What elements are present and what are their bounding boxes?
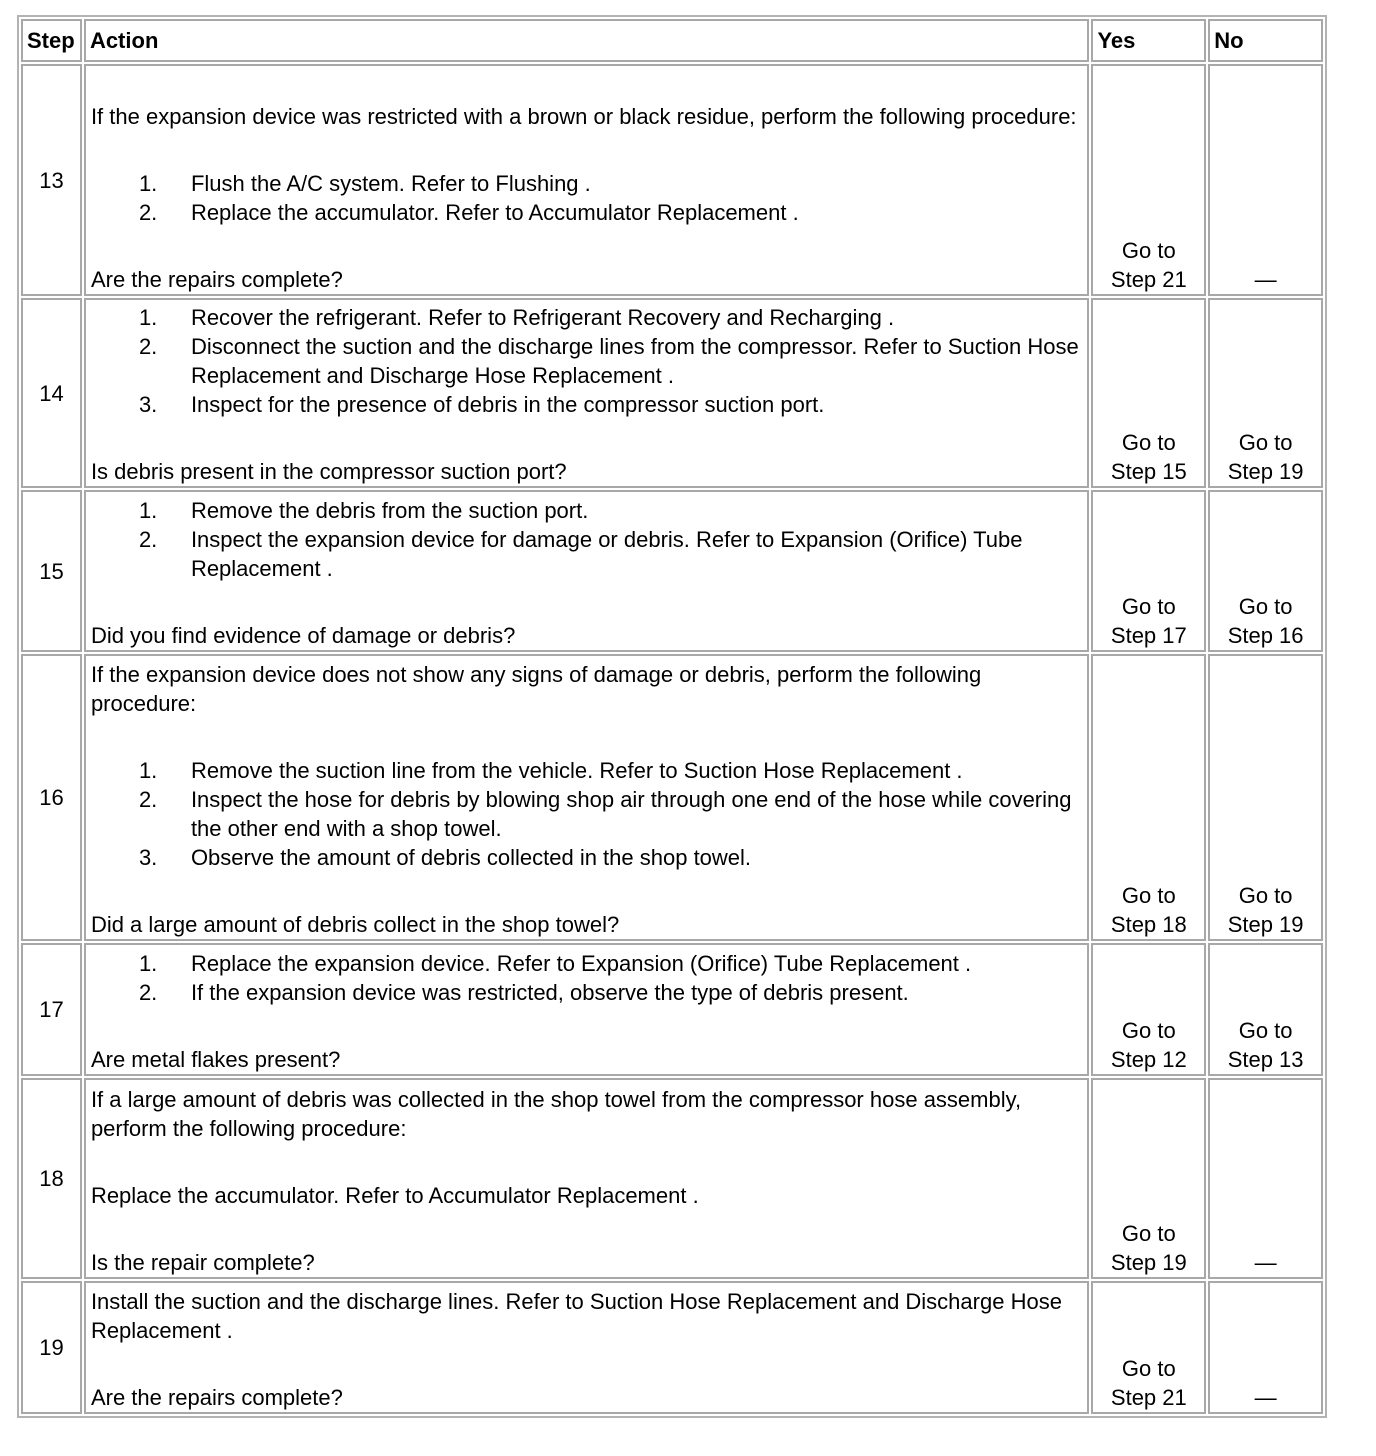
action-intro: Install the suction and the discharge lines. Refer to Suction Hose Replacement and Discharge Hose Replacement . [90,1289,1062,1343]
procedure-list [91,496,1083,583]
procedure-list [91,949,1083,1007]
action-cell [84,654,1090,941]
step-number: 16 [21,654,82,941]
header-yes: Yes [1091,19,1206,62]
list-item: 1. Flush the A/C system. Refer to Flushing . [138,171,591,196]
table-row [21,1281,1323,1414]
action-intro: If the expansion device was restricted with a brown or black residue, perform the following procedure: [90,104,1077,129]
step-number: 15 [21,490,82,652]
action-question: Is the repair complete? [90,1250,315,1275]
action-question: Did you find evidence of damage or debris? [90,623,516,648]
no-cell: Go to Step 19 [1208,298,1323,488]
table-row [21,490,1323,652]
action-question: Are metal flakes present? [90,1047,341,1072]
list-item: 2. If the expansion device was restricted, observe the type of debris present. [138,980,909,1005]
header-row [21,19,1323,62]
no-cell: — [1208,64,1323,296]
diagnostic-table [17,15,1327,1418]
list-item: 1. Recover the refrigerant. Refer to Refrigerant Recovery and Recharging . [138,305,895,330]
step-number: 14 [21,298,82,488]
no-cell: Go to Step 16 [1208,490,1323,652]
action-question: Are the repairs complete? [90,1385,343,1410]
table-row [21,298,1323,488]
list-item: 2. Inspect the hose for debris by blowing shop air through one end of the hose while covering the other end with a shop towel. [138,787,1072,841]
action-instruction: Replace the accumulator. Refer to Accumulator Replacement . [90,1183,699,1208]
yes-cell: Go to Step 21 [1091,64,1206,296]
header-no: No [1208,19,1323,62]
action-question: Are the repairs complete? [90,267,343,292]
list-item: 2. Replace the accumulator. Refer to Accumulator Replacement . [138,200,799,225]
action-intro: If a large amount of debris was collected in the shop towel from the compressor hose assembly, perform the following procedure: [90,1087,1022,1141]
no-cell: Go to Step 19 [1208,654,1323,941]
list-item: 1. Remove the debris from the suction port. [138,498,589,523]
list-item: 3. Observe the amount of debris collected in the shop towel. [138,845,752,870]
list-item: 2. Disconnect the suction and the discharge lines from the compressor. Refer to Suction Hose Replacement and Discharge Hose Replacement . [138,334,1079,388]
action-cell [84,490,1090,652]
no-cell: — [1208,1281,1323,1414]
table-row [21,943,1323,1076]
yes-cell: Go to Step 17 [1091,490,1206,652]
yes-cell: Go to Step 15 [1091,298,1206,488]
list-item: 1. Remove the suction line from the vehicle. Refer to Suction Hose Replacement . [138,758,963,783]
yes-cell: Go to Step 19 [1091,1078,1206,1279]
list-item: 3. Inspect for the presence of debris in the compressor suction port. [138,392,825,417]
action-cell [84,64,1090,296]
table-row [21,654,1323,941]
no-cell: Go to Step 13 [1208,943,1323,1076]
no-cell: — [1208,1078,1323,1279]
action-intro: If the expansion device does not show any signs of damage or debris, perform the following procedure: [90,662,982,716]
action-cell [84,1078,1090,1279]
list-item: 2. Inspect the expansion device for damage or debris. Refer to Expansion (Orifice) Tube Replacement . [138,527,1023,581]
step-number: 18 [21,1078,82,1279]
action-cell [84,298,1090,488]
step-number: 19 [21,1281,82,1414]
yes-cell: Go to Step 18 [1091,654,1206,941]
table-row [21,1078,1323,1279]
action-question: Did a large amount of debris collect in the shop towel? [90,912,620,937]
step-number: 13 [21,64,82,296]
yes-cell: Go to Step 21 [1091,1281,1206,1414]
action-question: Is debris present in the compressor suction port? [90,459,567,484]
action-cell [84,1281,1090,1414]
step-number: 17 [21,943,82,1076]
yes-cell: Go to Step 12 [1091,943,1206,1076]
action-cell [84,943,1090,1076]
procedure-list [91,169,1083,227]
list-item: 1. Replace the expansion device. Refer to Expansion (Orifice) Tube Replacement . [138,951,972,976]
procedure-list [91,756,1083,872]
table-row [21,64,1323,296]
header-step: Step [21,19,82,62]
header-action: Action [84,19,1090,62]
procedure-list [91,303,1083,419]
